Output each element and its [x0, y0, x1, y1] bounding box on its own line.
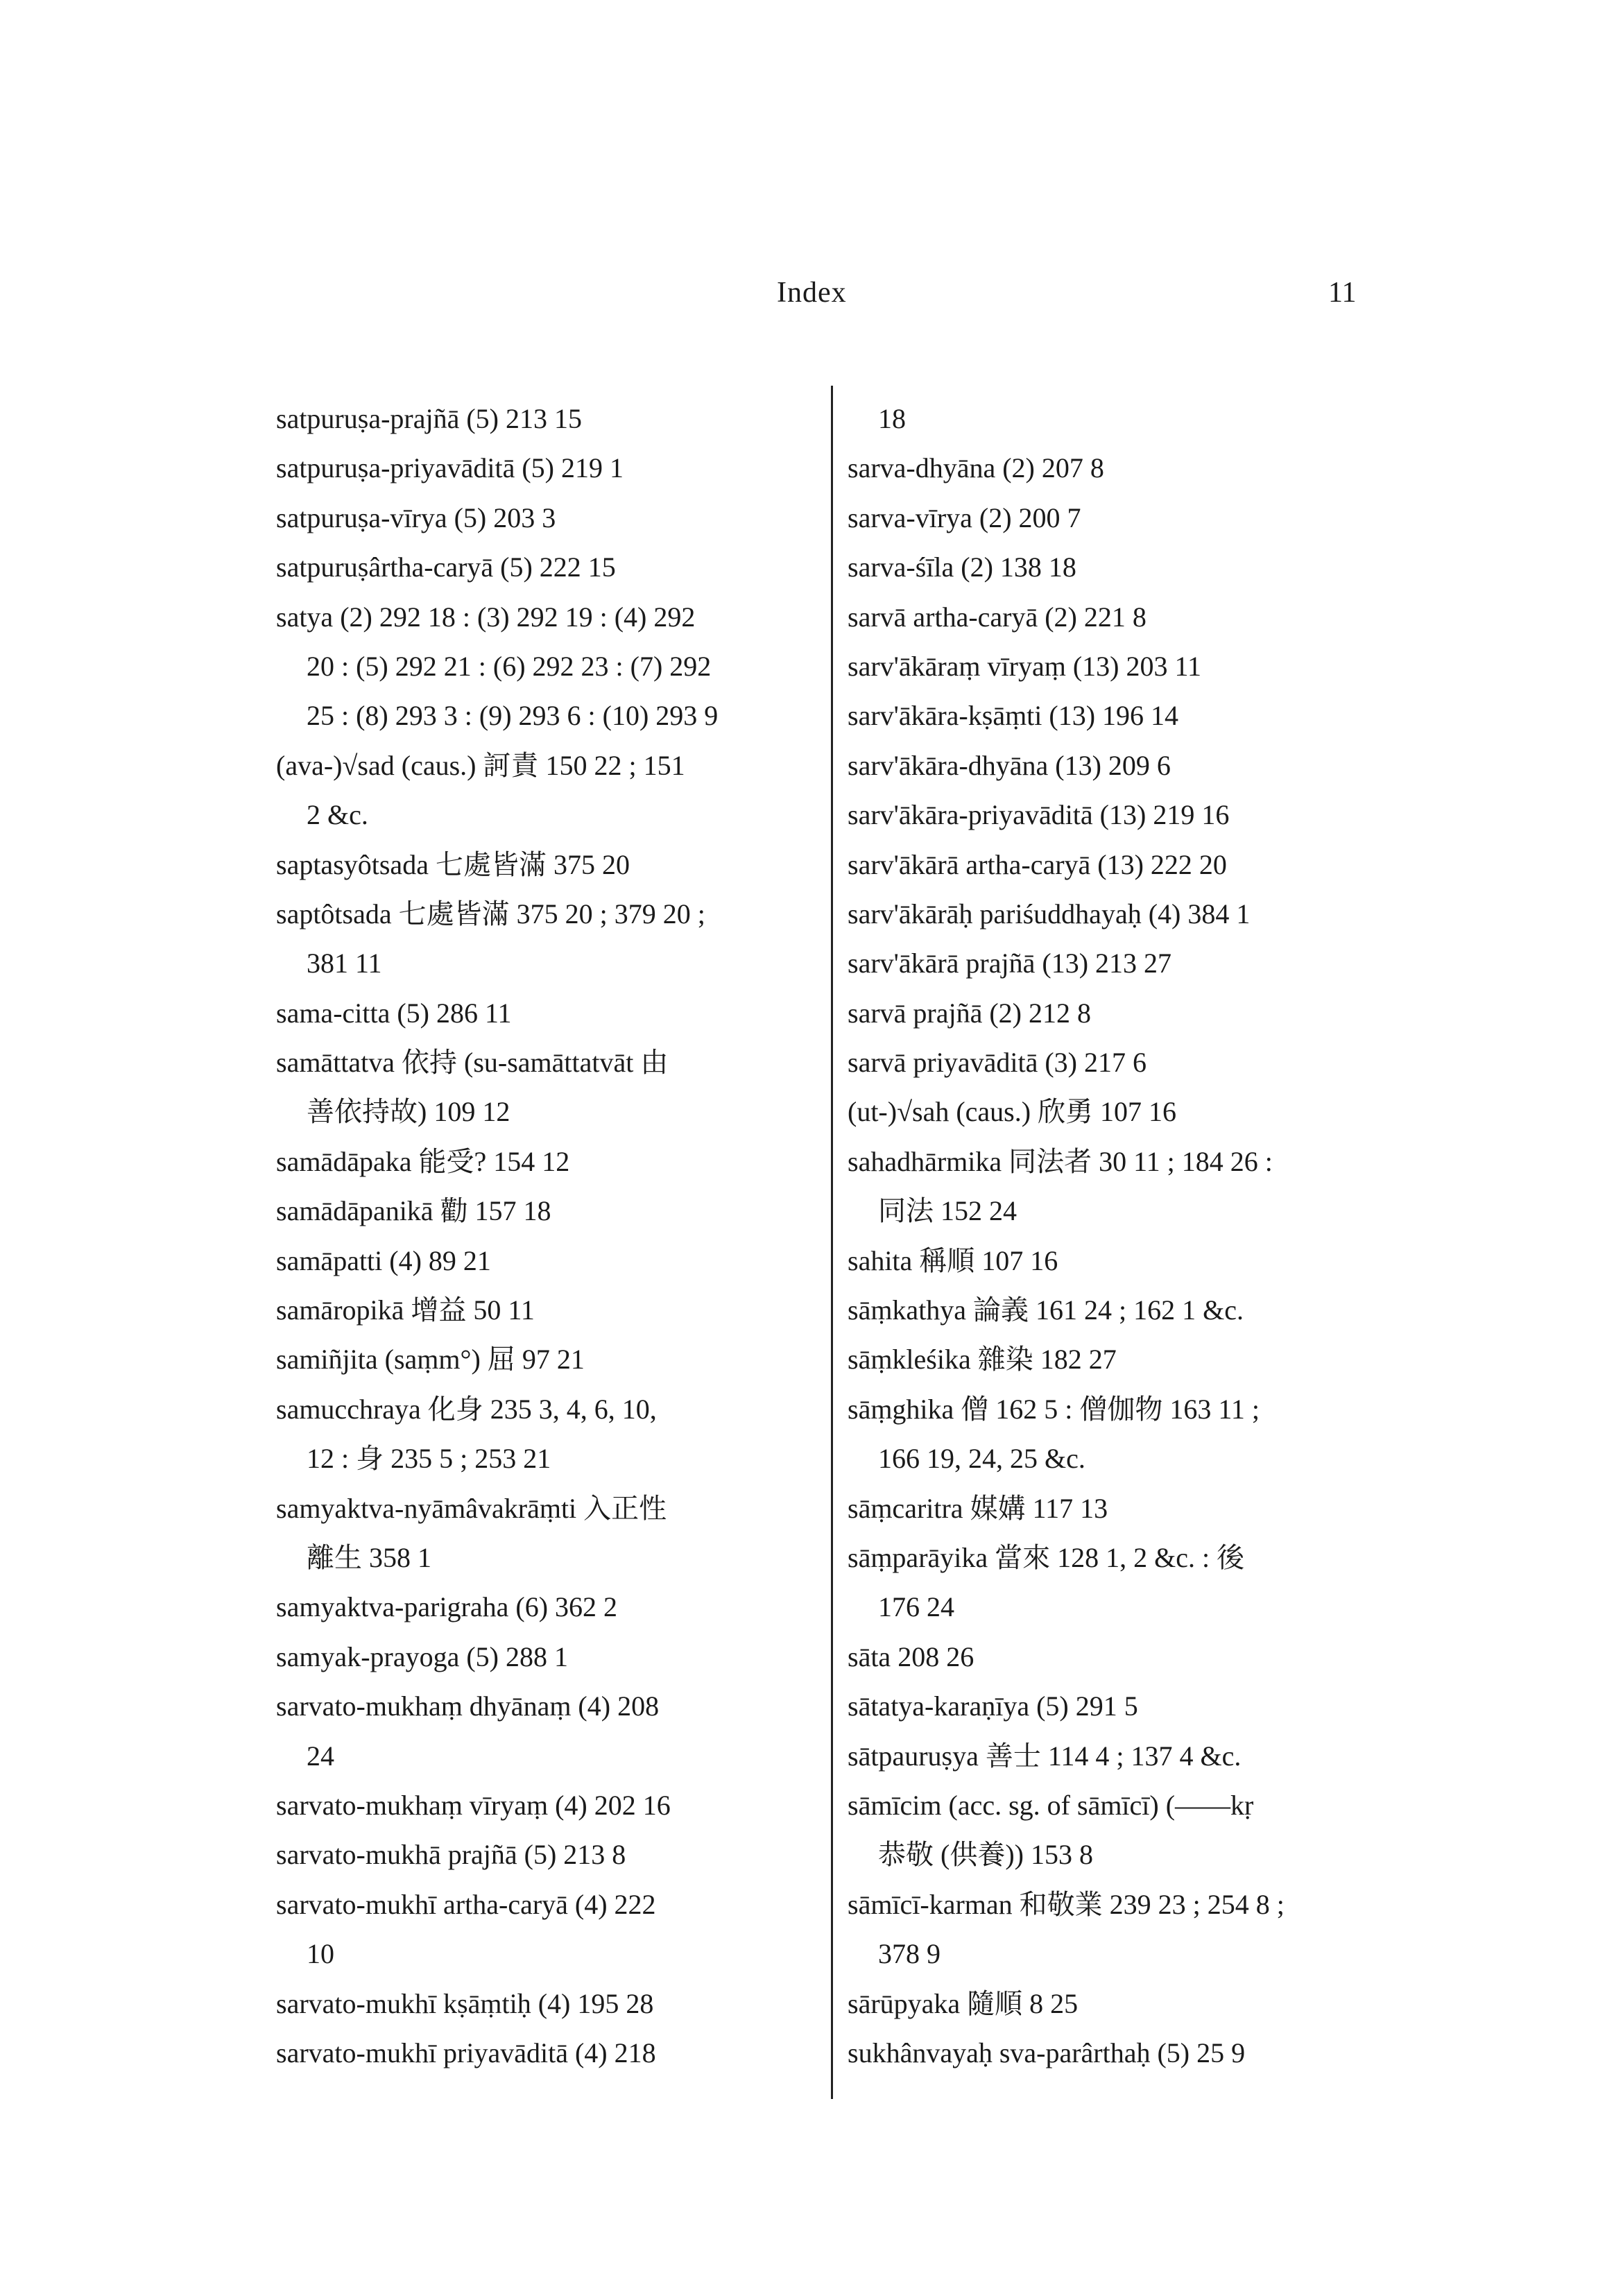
- index-entry-line: samyak-prayoga (5) 288 1: [276, 1640, 568, 1672]
- index-entry-line: 10: [307, 1938, 334, 1970]
- index-entry-line: sarvato-mukhā prajñā (5) 213 8: [276, 1839, 626, 1871]
- index-entry-line: sāṃkleśika 雜染 182 27: [848, 1344, 1117, 1376]
- index-entry-line: saptasyôtsada 七處皆滿 375 20: [276, 848, 630, 880]
- index-entry-line: sāmīcī-karman 和敬業 239 23 ; 254 8 ;: [848, 1888, 1285, 1920]
- page-number: 11: [1328, 277, 1357, 309]
- index-entry-line: sarvato-mukhaṃ dhyānaṃ (4) 208: [276, 1690, 660, 1722]
- index-entry-line: sama-citta (5) 286 11: [276, 997, 512, 1029]
- index-entry-line: samāpatti (4) 89 21: [276, 1244, 491, 1276]
- index-entry-line: samyaktva-parigraha (6) 362 2: [276, 1591, 618, 1623]
- index-entry-line: sarvato-mukhaṃ vīryaṃ (4) 202 16: [276, 1789, 671, 1821]
- index-entry-line: 同法 152 24: [878, 1195, 1017, 1227]
- running-title: Index: [777, 277, 847, 309]
- index-entry-line: sarv'ākāra-dhyāna (13) 209 6: [848, 749, 1171, 781]
- index-entry-line: satpuruṣârtha-caryā (5) 222 15: [276, 551, 616, 583]
- index-entry-line: sāṃghika 僧 162 5 : 僧伽物 163 11 ;: [848, 1393, 1260, 1425]
- column-divider: [831, 386, 833, 2099]
- index-entry-line: samādāpaka 能受? 154 12: [276, 1145, 570, 1177]
- index-entry-line: sarv'ākāra-kṣāṃti (13) 196 14: [848, 700, 1179, 732]
- index-entry-line: samāropikā 增益 50 11: [276, 1294, 535, 1326]
- page-header: [0, 276, 1623, 318]
- index-entry-line: 176 24: [878, 1591, 954, 1623]
- index-entry-line: sāṃparāyika 當來 128 1, 2 &c. : 後: [848, 1541, 1245, 1573]
- index-entry-line: sarvā artha-caryā (2) 221 8: [848, 601, 1147, 633]
- index-entry-line: sāṃkathya 論義 161 24 ; 162 1 &c.: [848, 1294, 1244, 1326]
- index-entry-line: 離生 358 1: [307, 1541, 431, 1573]
- index-entry-line: satpuruṣa-prajñā (5) 213 15: [276, 403, 582, 434]
- index-entry-line: satpuruṣa-vīrya (5) 203 3: [276, 502, 556, 533]
- index-entry-line: sātatya-karaṇīya (5) 291 5: [848, 1690, 1138, 1722]
- index-entry-line: 24: [307, 1740, 334, 1772]
- index-entry-line: sāta 208 26: [848, 1640, 974, 1672]
- index-entry-line: samāttatva 依持 (su-samāttatvāt 由: [276, 1047, 669, 1079]
- index-entry-line: sāṃcaritra 媒媾 117 13: [848, 1492, 1108, 1524]
- index-entry-line: sārūpyaka 隨順 8 25: [848, 1987, 1079, 2019]
- index-entry-line: 20 : (5) 292 21 : (6) 292 23 : (7) 292: [307, 650, 712, 682]
- index-entry-line: samucchraya 化身 235 3, 4, 6, 10,: [276, 1393, 657, 1425]
- index-entry-line: samiñjita (saṃm°) 屈 97 21: [276, 1344, 585, 1376]
- index-entry-line: sarvato-mukhī kṣāṃtiḥ (4) 195 28: [276, 1987, 654, 2019]
- index-entry-line: sarvā prajñā (2) 212 8: [848, 997, 1091, 1029]
- index-entry-line: sarvā priyavāditā (3) 217 6: [848, 1047, 1147, 1079]
- index-entry-line: sarv'ākāraṃ vīryaṃ (13) 203 11: [848, 650, 1201, 682]
- index-entry-line: sarva-śīla (2) 138 18: [848, 551, 1076, 583]
- index-entry-line: sarva-vīrya (2) 200 7: [848, 502, 1081, 533]
- index-entry-line: sarv'ākārā prajñā (13) 213 27: [848, 948, 1172, 979]
- index-entry-line: 378 9: [878, 1938, 941, 1970]
- index-entry-line: 12 : 身 235 5 ; 253 21: [307, 1443, 551, 1475]
- index-column-right: [848, 394, 1396, 2077]
- index-entry-line: sarvato-mukhī priyavāditā (4) 218: [276, 2037, 656, 2068]
- index-entry-line: sarv'ākāra-priyavāditā (13) 219 16: [848, 799, 1230, 831]
- index-entry-line: 25 : (8) 293 3 : (9) 293 6 : (10) 293 9: [307, 700, 719, 732]
- index-entry-line: satpuruṣa-priyavāditā (5) 219 1: [276, 452, 624, 484]
- index-entry-line: sahita 稱順 107 16: [848, 1244, 1058, 1276]
- index-entry-line: 恭敬 (供養)) 153 8: [878, 1839, 1093, 1871]
- index-entry-line: 18: [878, 403, 906, 434]
- index-entry-line: sarv'ākārāḥ pariśuddhayaḥ (4) 384 1: [848, 898, 1251, 929]
- index-entry-line: satya (2) 292 18 : (3) 292 19 : (4) 292: [276, 601, 696, 633]
- index-entry-line: 2 &c.: [307, 799, 368, 831]
- index-entry-line: (ava-)√sad (caus.) 訶責 150 22 ; 151: [276, 749, 685, 781]
- index-column-left: [276, 394, 824, 2077]
- index-entry-line: 善依持故) 109 12: [307, 1096, 510, 1128]
- index-entry-line: (ut-)√sah (caus.) 欣勇 107 16: [848, 1096, 1177, 1128]
- index-entry-line: sahadhārmika 同法者 30 11 ; 184 26 :: [848, 1145, 1273, 1177]
- index-entry-line: sukhânvayaḥ sva-parârthaḥ (5) 25 9: [848, 2037, 1246, 2068]
- index-entry-line: samādāpanikā 勸 157 18: [276, 1195, 551, 1227]
- index-entry-line: samyaktva-nyāmâvakrāṃti 入正性: [276, 1492, 667, 1524]
- index-entry-line: sarva-dhyāna (2) 207 8: [848, 452, 1104, 484]
- index-entry-line: 381 11: [307, 948, 382, 979]
- index-entry-line: sarvato-mukhī artha-caryā (4) 222: [276, 1888, 656, 1920]
- index-entry-line: sarv'ākārā artha-caryā (13) 222 20: [848, 848, 1227, 880]
- index-entry-line: 166 19, 24, 25 &c.: [878, 1443, 1085, 1475]
- index-entry-line: sātpauruṣya 善士 114 4 ; 137 4 &c.: [848, 1740, 1242, 1772]
- index-entry-line: sāmīcim (acc. sg. of sāmīcī) (——kṛ: [848, 1789, 1254, 1821]
- index-entry-line: saptôtsada 七處皆滿 375 20 ; 379 20 ;: [276, 898, 705, 929]
